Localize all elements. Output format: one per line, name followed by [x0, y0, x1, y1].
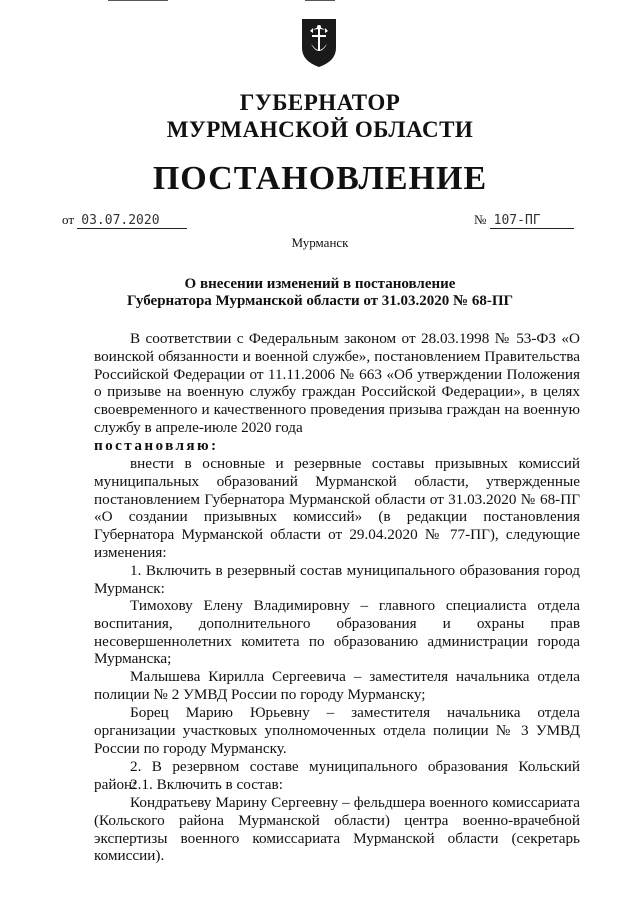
decree-word: постановляю:: [94, 437, 219, 454]
city: Мурманск: [291, 235, 349, 250]
number-prefix: №: [474, 212, 487, 227]
scan-top-line-right: [305, 0, 335, 1]
person-paragraph-2: Малышева Кирилла Сергеевича – заместителя начальника отдела полиции № 2 УМВД России по городу Мурманску;: [94, 668, 580, 703]
number-field: [474, 212, 574, 229]
intro-paragraph: внести в основные и резервные составы призывных комиссий муниципальных образований Мурманской области, утвержденные постановлением Губернатора Мурманской области от 31.03.2020 № 68-ПГ «О создании призывных комиссий» (в редакции постановления Губернатора Мурманской области от 29.04.2020 № 77-ПГ), следующие изменения:: [94, 455, 580, 561]
authority-title-line1: ГУБЕРНАТОР: [239, 90, 401, 115]
authority-title-line2: МУРМАНСКОЙ ОБЛАСТИ: [166, 117, 474, 142]
person-paragraph-1: Тимохову Елену Владимировну – главного специалиста отдела воспитания, дополнительного образования и охраны прав несовершеннолетних комитета по образованию администрации города Мурманска;: [94, 597, 580, 668]
subject-line1: О внесении изменений в постановление: [184, 276, 456, 292]
person-paragraph-3: Борец Марию Юрьевну – заместителя начальника отдела организации участковых уполномоченных отдела полиции № 3 УМВД России по городу Мурманску.: [94, 704, 580, 757]
date-prefix: от: [62, 212, 75, 227]
item-2-1: 2.1. Включить в состав:: [130, 776, 283, 793]
preamble-paragraph: В соответствии с Федеральным законом от 28.03.1998 № 53-ФЗ «О воинской обязанности и военной службе», постановлением Правительства Российской Федерации от 11.11.2006 № 663 «Об утверждении Положения о призыве на военную службу граждан Российской Федерации», в целях своевременного и качественного проведения призыва граждан на военную службу в апреле-июле 2020 года: [94, 330, 580, 436]
person-paragraph-4: Кондратьеву Марину Сергеевну – фельдшера военного комиссариата (Кольского района Мурманской области) центра военно-врачебной экспертизы военного комиссариата Мурманской области (секретарь комиссии).: [94, 794, 580, 865]
scan-top-line-left: [108, 0, 168, 1]
item-2: 2. В резервном составе муниципального образования Кольский район:: [94, 758, 580, 793]
document-type-title: ПОСТАНОВЛЕНИЕ: [152, 160, 488, 197]
coat-of-arms-emblem: [301, 18, 337, 68]
number-value: 107-ПГ: [490, 213, 574, 229]
item-1: 1. Включить в резервный состав муниципального образования город Мурманск:: [94, 562, 580, 597]
document-subject: [0, 276, 640, 310]
subject-line2: Губернатора Мурманской области от 31.03.2020 № 68-ПГ: [126, 293, 514, 309]
date-value: 03.07.2020: [77, 213, 187, 229]
date-field: [62, 212, 187, 229]
